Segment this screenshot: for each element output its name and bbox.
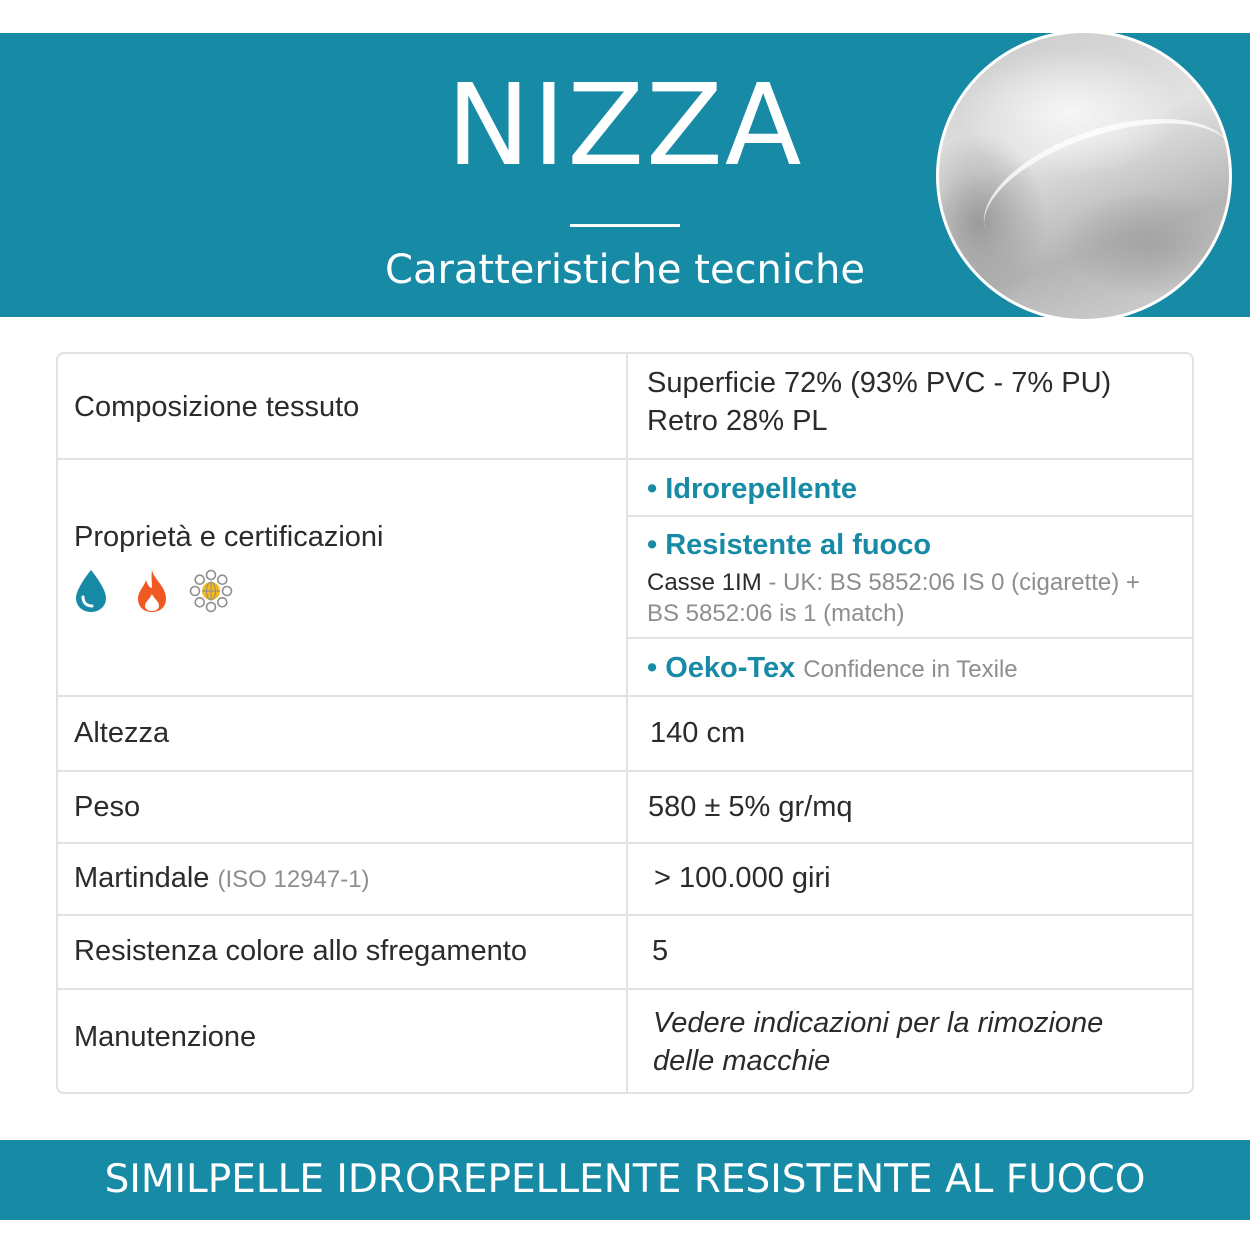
peso-value: 580 ± 5% gr/mq: [648, 791, 853, 823]
composizione-value-line1: Superficie 72% (93% PVC - 7% PU): [647, 367, 1112, 399]
column-divider: [626, 354, 628, 1094]
altezza-value: 140 cm: [650, 717, 746, 749]
row-label-manutenzione: Manutenzione: [74, 1021, 257, 1053]
property-idrorepellente: [647, 470, 857, 508]
fuoco-detail-line2: BS 5852:06 is 1 (match): [647, 600, 905, 627]
row-divider: [628, 515, 1192, 517]
martindale-value: > 100.000 giri: [654, 862, 831, 894]
bullet: •: [647, 652, 658, 684]
row-divider: [58, 458, 1192, 460]
manutenzione-value-line2: delle macchie: [653, 1045, 831, 1077]
oeko-tex-icon: [188, 568, 234, 614]
flame-icon: [134, 568, 170, 614]
row-divider: [628, 637, 1192, 639]
oeko-tex-subtitle: Confidence in Texile: [803, 656, 1018, 683]
row-label-martindale: [74, 859, 370, 897]
title-divider: [570, 224, 680, 227]
fuoco-standard: - UK: BS 5852:06 IS 0 (cigarette) +: [761, 569, 1140, 596]
fuoco-title: Resistente al fuoco: [665, 529, 932, 561]
idrorepellente-title: Idrorepellente: [665, 473, 857, 505]
row-label-composizione: Composizione tessuto: [74, 391, 360, 423]
specs-table: [56, 352, 1194, 1094]
row-label-proprieta: Proprietà e certificazioni: [74, 521, 384, 553]
oeko-tex-title: Oeko-Tex: [665, 652, 796, 684]
fuoco-class-label: Casse 1IM: [647, 569, 762, 596]
martindale-standard: (ISO 12947-1): [217, 866, 370, 893]
row-divider: [58, 914, 1192, 916]
page-subtitle: Caratteristiche tecniche: [385, 247, 865, 293]
footer-banner: SIMILPELLE IDROREPELLENTE RESISTENTE AL FUOCO: [0, 1140, 1250, 1220]
resistenza-value: 5: [652, 935, 669, 967]
row-divider: [58, 988, 1192, 990]
row-label-altezza: Altezza: [74, 717, 170, 749]
row-divider: [58, 842, 1192, 844]
water-drop-icon: [72, 568, 110, 614]
row-label-resistenza: Resistenza colore allo sfregamento: [74, 935, 527, 967]
property-oeko-tex: [647, 649, 1018, 687]
composizione-value-line2: Retro 28% PL: [647, 405, 828, 437]
leather-swatch-photo: [936, 30, 1232, 322]
manutenzione-value-line1: Vedere indicazioni per la rimozione: [653, 1007, 1104, 1039]
martindale-label: Martindale: [74, 862, 210, 894]
bullet: •: [647, 473, 658, 505]
row-label-peso: Peso: [74, 791, 141, 823]
property-fuoco: [647, 526, 931, 564]
row-divider: [58, 695, 1192, 697]
row-divider: [58, 770, 1192, 772]
bullet: •: [647, 529, 658, 561]
page-title: NIZZA: [446, 61, 804, 191]
fuoco-detail-line1: [647, 567, 1140, 598]
